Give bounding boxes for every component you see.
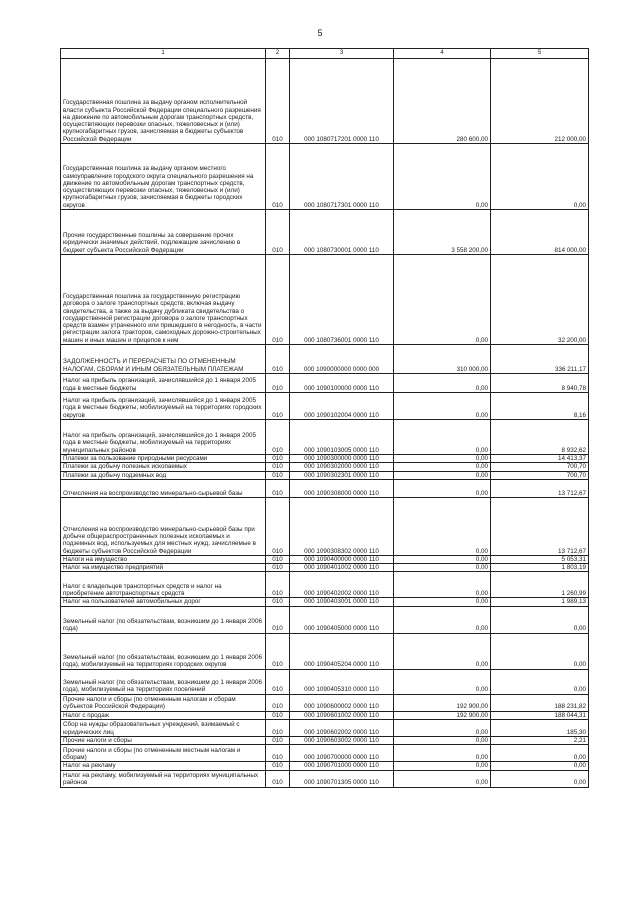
row-kbk: 000 1090000000 0000 000 — [290, 345, 394, 374]
row-amount-plan: 0,00 — [394, 598, 491, 606]
row-code: 010 — [266, 59, 290, 144]
row-amount-actual: 5 053,31 — [491, 555, 589, 563]
row-amount-plan: 0,00 — [394, 455, 491, 463]
row-amount-plan: 192 900,00 — [394, 694, 491, 711]
row-name: Налог на пользователей автомобильных дорог — [61, 598, 266, 606]
column-header: 3 — [290, 49, 394, 59]
row-amount-actual: 13 712,67 — [491, 479, 589, 497]
table-row — [61, 694, 589, 711]
row-code: 010 — [266, 144, 290, 210]
table-row — [61, 770, 589, 787]
row-amount-actual: 32 200,00 — [491, 255, 589, 345]
row-kbk: 000 1090308302 0000 110 — [290, 497, 394, 555]
row-code: 010 — [266, 598, 290, 606]
row-name: Платежи за добычу полезных ископаемых — [61, 463, 266, 471]
row-amount-plan: 0,00 — [394, 479, 491, 497]
row-amount-actual: 814 000,00 — [491, 210, 589, 255]
row-amount-plan: 0,00 — [394, 762, 491, 770]
row-kbk: 000 1090102004 0000 110 — [290, 393, 394, 420]
row-name: Платежи за пользование природными ресурсами — [61, 455, 266, 463]
table-row — [61, 345, 589, 374]
row-name: Налог на прибыль организаций, зачислявшийся до 1 января 2005 года в местные бюджеты, мобилизуемый на территориях городских округов — [61, 393, 266, 420]
row-name: Прочие государственные пошлины за совершение прочих юридически значимых действий, подлежащие зачислению в бюджет субъекта Российской Федерации — [61, 210, 266, 255]
row-code: 010 — [266, 720, 290, 737]
row-amount-plan: 0,00 — [394, 720, 491, 737]
row-amount-plan: 0,00 — [394, 471, 491, 479]
table-row — [61, 598, 589, 606]
row-code: 010 — [266, 564, 290, 572]
row-code: 010 — [266, 479, 290, 497]
row-code: 010 — [266, 737, 290, 745]
row-kbk: 000 1090405310 0000 110 — [290, 669, 394, 694]
row-name: Земельный налог (по обязательствам, возникшим до 1 января 2006 года) — [61, 606, 266, 633]
table-row — [61, 555, 589, 563]
table-row — [61, 633, 589, 669]
table-row — [61, 572, 589, 598]
row-name: ЗАДОЛЖЕННОСТЬ И ПЕРЕРАСЧЕТЫ ПО ОТМЕНЕННЫМ НАЛОГАМ, СБОРАМ И ИНЫМ ОБЯЗАТЕЛЬНЫМ ПЛАТЕЖАМ — [61, 345, 266, 374]
row-code: 010 — [266, 606, 290, 633]
row-amount-actual: 0,00 — [491, 762, 589, 770]
row-amount-actual: 212 000,00 — [491, 59, 589, 144]
table-row — [61, 420, 589, 455]
row-name: Земельный налог (по обязательствам, возникшим до 1 января 2006 года), мобилизуемый на территориях городских округов — [61, 633, 266, 669]
table-row — [61, 762, 589, 770]
row-amount-actual: 188 044,31 — [491, 711, 589, 719]
row-kbk: 000 1090300000 0000 110 — [290, 455, 394, 463]
row-code: 010 — [266, 420, 290, 455]
row-code: 010 — [266, 762, 290, 770]
column-header: 1 — [61, 49, 266, 59]
row-kbk: 000 1090400000 0000 110 — [290, 555, 394, 563]
row-code: 010 — [266, 555, 290, 563]
row-amount-actual: 0,00 — [491, 669, 589, 694]
row-code: 010 — [266, 669, 290, 694]
row-kbk: 000 1090405000 0000 110 — [290, 606, 394, 633]
row-amount-plan: 0,00 — [394, 420, 491, 455]
row-amount-actual: 1 803,19 — [491, 564, 589, 572]
row-code: 010 — [266, 633, 290, 669]
table-row — [61, 393, 589, 420]
row-code: 010 — [266, 745, 290, 762]
row-amount-actual: 13 712,67 — [491, 497, 589, 555]
row-name: Налог на прибыль организаций, зачислявшийся до 1 января 2005 года в местные бюджеты, мобилизуемый на территориях муниципальных районов — [61, 420, 266, 455]
row-amount-actual: 0,00 — [491, 144, 589, 210]
row-amount-actual: 14 413,37 — [491, 455, 589, 463]
row-kbk: 000 1080736001 0000 110 — [290, 255, 394, 345]
row-code: 010 — [266, 694, 290, 711]
row-amount-plan: 0,00 — [394, 255, 491, 345]
table-row — [61, 720, 589, 737]
row-name: Налог с продаж — [61, 711, 266, 719]
row-amount-plan: 0,00 — [394, 555, 491, 563]
column-header: 4 — [394, 49, 491, 59]
row-name: Прочие налоги и сборы (по отмененным налогам и сборам субъектов Российской Федерации) — [61, 694, 266, 711]
row-kbk: 000 1090602002 0000 110 — [290, 720, 394, 737]
row-name: Отчисления на воспроизводство минерально-сырьевой базы при добыче общераспространенных полезных ископаемых и подземных вод, используемых для местных нужд, зачисляемые в бюджеты субъектов Российской Федерации — [61, 497, 266, 555]
row-amount-actual: 1 989,13 — [491, 598, 589, 606]
row-amount-plan: 3 558 200,00 — [394, 210, 491, 255]
table-row — [61, 479, 589, 497]
row-amount-plan: 0,00 — [394, 770, 491, 787]
page-number: 5 — [317, 28, 323, 38]
row-kbk: 000 1080730001 0000 110 — [290, 210, 394, 255]
row-kbk: 000 1090603002 0000 110 — [290, 737, 394, 745]
row-kbk: 000 1090601002 0000 110 — [290, 711, 394, 719]
table-row — [61, 737, 589, 745]
table-row — [61, 374, 589, 393]
row-amount-actual: 0,00 — [491, 633, 589, 669]
row-name: Государственная пошлина за выдачу органом местного самоуправления городского округа специального разрешения на движение по автомобильным дорогам транспортных средств, осуществляющих перевозки опасных, тяжеловесных и (или) крупногабаритных грузов, зачисляемая в бюджеты городских округов — [61, 144, 266, 210]
row-amount-actual: 8 932,62 — [491, 420, 589, 455]
table-row — [61, 463, 589, 471]
row-kbk: 000 1090701000 0000 110 — [290, 762, 394, 770]
table-row — [61, 255, 589, 345]
row-code: 010 — [266, 711, 290, 719]
row-kbk: 000 1090100000 0000 110 — [290, 374, 394, 393]
row-code: 010 — [266, 471, 290, 479]
row-amount-actual: 8 940,78 — [491, 374, 589, 393]
row-name: Прочие налоги и сборы (по отмененным местным налогам и сборам) — [61, 745, 266, 762]
row-amount-plan: 0,00 — [394, 564, 491, 572]
row-amount-actual: 188 231,82 — [491, 694, 589, 711]
row-code: 010 — [266, 770, 290, 787]
row-code: 010 — [266, 255, 290, 345]
row-amount-plan: 192 900,00 — [394, 711, 491, 719]
header-row — [61, 49, 589, 59]
row-amount-actual: 8,16 — [491, 393, 589, 420]
row-code: 010 — [266, 393, 290, 420]
report-body — [61, 59, 589, 788]
table-row — [61, 455, 589, 463]
row-amount-actual: 336 211,17 — [491, 345, 589, 374]
row-kbk: 000 1090302301 0000 110 — [290, 471, 394, 479]
row-kbk: 000 1090701305 0000 110 — [290, 770, 394, 787]
row-amount-actual: 0,00 — [491, 770, 589, 787]
column-header: 2 — [266, 49, 290, 59]
row-amount-plan: 0,00 — [394, 497, 491, 555]
table-row — [61, 711, 589, 719]
row-name: Государственная пошлина за государственную регистрацию договора о залоге транспортных средств, включая выдачу свидетельства, а также за выдачу дубликата свидетельства о государственной регистрации договора о залоге транспортных средств взамен утраченного или пришедшего в негодность, в части регистрации залога тракторов, самоходных дорожно-строительных машин и иных машин и прицепов к ним — [61, 255, 266, 345]
row-kbk: 000 1090405204 0000 110 — [290, 633, 394, 669]
row-amount-plan: 0,00 — [394, 572, 491, 598]
table-row — [61, 564, 589, 572]
row-name: Налог на имущество предприятий — [61, 564, 266, 572]
row-name: Платежи за добычу подземных вод — [61, 471, 266, 479]
row-amount-plan: 0,00 — [394, 463, 491, 471]
row-amount-plan: 0,00 — [394, 745, 491, 762]
row-name: Налог с владельцев транспортных средств и налог на приобретение автотранспортных средств — [61, 572, 266, 598]
row-code: 010 — [266, 374, 290, 393]
table-row — [61, 471, 589, 479]
row-amount-plan: 0,00 — [394, 144, 491, 210]
row-code: 010 — [266, 497, 290, 555]
row-name: Государственная пошлина за выдачу органом исполнительной власти субъекта Российской Федерации специального разрешения на движение по автомобильным дорогам транспортных средств, осуществляющих перевозки опасных, тяжеловесных и (или) крупногабаритных грузов, зачисляемая в бюджеты субъектов Российской Федерации — [61, 59, 266, 144]
row-kbk: 000 1080717301 0000 110 — [290, 144, 394, 210]
row-amount-actual: 185,30 — [491, 720, 589, 737]
row-amount-plan: 0,00 — [394, 606, 491, 633]
row-kbk: 000 1090600002 0000 110 — [290, 694, 394, 711]
row-amount-plan: 0,00 — [394, 374, 491, 393]
row-kbk: 000 1090302000 0000 110 — [290, 463, 394, 471]
row-name: Прочие налоги и сборы — [61, 737, 266, 745]
row-name: Сбор на нужды образовательных учреждений, взимаемый с юридических лиц — [61, 720, 266, 737]
row-code: 010 — [266, 572, 290, 598]
row-amount-actual: 1 260,99 — [491, 572, 589, 598]
table-row — [61, 669, 589, 694]
table-row — [61, 144, 589, 210]
row-kbk: 000 1090402002 0000 110 — [290, 572, 394, 598]
row-code: 010 — [266, 463, 290, 471]
row-amount-actual: 2,21 — [491, 737, 589, 745]
row-name: Налог на прибыль организаций, зачислявшийся до 1 января 2005 года в местные бюджеты — [61, 374, 266, 393]
table-row — [61, 59, 589, 144]
row-amount-plan: 310 000,00 — [394, 345, 491, 374]
table-row — [61, 606, 589, 633]
row-kbk: 000 1090700000 0000 110 — [290, 745, 394, 762]
row-amount-plan: 0,00 — [394, 737, 491, 745]
row-kbk: 000 1090103005 0000 110 — [290, 420, 394, 455]
row-code: 010 — [266, 345, 290, 374]
row-code: 010 — [266, 455, 290, 463]
row-name: Земельный налог (по обязательствам, возникшим до 1 января 2006 года), мобилизуемый на территориях поселений — [61, 669, 266, 694]
row-code: 010 — [266, 210, 290, 255]
row-kbk: 000 1090308000 0000 110 — [290, 479, 394, 497]
row-kbk: 000 1090403001 0000 110 — [290, 598, 394, 606]
row-amount-plan: 0,00 — [394, 669, 491, 694]
row-amount-actual: 700,70 — [491, 463, 589, 471]
row-kbk: 000 1080717201 0000 110 — [290, 59, 394, 144]
table-row — [61, 497, 589, 555]
row-amount-actual: 0,00 — [491, 606, 589, 633]
row-name: Налог на рекламу — [61, 762, 266, 770]
row-name: Отчисления на воспроизводство минерально-сырьевой базы — [61, 479, 266, 497]
row-name: Налог на рекламу, мобилизуемый на территориях муниципальных районов — [61, 770, 266, 787]
row-name: Налоги на имущество — [61, 555, 266, 563]
table-row — [61, 210, 589, 255]
row-amount-plan: 0,00 — [394, 393, 491, 420]
column-header: 5 — [491, 49, 589, 59]
row-kbk: 000 1090401002 0000 110 — [290, 564, 394, 572]
row-amount-actual: 700,70 — [491, 471, 589, 479]
report-table — [60, 48, 589, 788]
row-amount-plan: 280 600,00 — [394, 59, 491, 144]
row-amount-plan: 0,00 — [394, 633, 491, 669]
row-amount-actual: 0,00 — [491, 745, 589, 762]
table-row — [61, 745, 589, 762]
